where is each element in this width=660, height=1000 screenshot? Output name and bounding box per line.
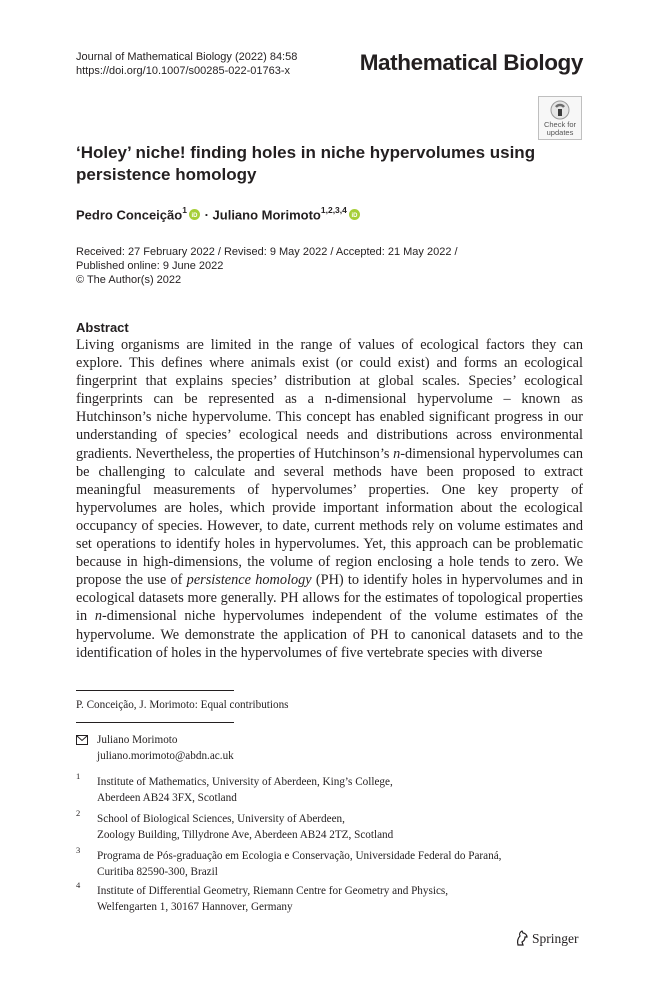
abstract-italic: n — [94, 608, 103, 625]
abstract-text: (PH) to identify holes in hypervolumes and in ecological datasets more generally. PH allows for the estimates of topological properties in — [76, 572, 584, 625]
author-name[interactable]: Pedro Conceição — [76, 207, 183, 223]
abstract-text: -dimensional hypervolumes can be challenging to calculate and several methods have been proposed to extract meaningful measurements of hypervolumes’ properties. One key property of hypervolumes are holes, which provide important information about the ecological occupancy of species. However, to date, current methods rely on volume estimates and set operations to identify holes in hypervolumes. Yet, this approach can be problematic because in high-dimensions, the volume of region enclosing a hole tends to zero. We propose the use of — [76, 445, 583, 589]
publisher-logo — [515, 930, 579, 947]
envelope-icon — [76, 735, 88, 745]
author-separator: · — [204, 207, 209, 223]
affiliation-line: Institute of Mathematics, University of Aberdeen, King’s College, — [97, 776, 393, 788]
affiliation-line: Zoology Building, Tillydrone Ave, Aberdeen AB24 2TZ, Scotland — [97, 829, 394, 841]
affiliation-number: 4 — [76, 880, 81, 890]
springer-horse-icon — [515, 930, 529, 946]
correspondence-email[interactable]: juliano.morimoto@abdn.ac.uk — [97, 750, 234, 762]
svg-text:iD: iD — [351, 213, 358, 220]
correspondence-author — [97, 732, 234, 764]
abstract-italic: persistence homology — [186, 572, 312, 589]
copyright-line: © The Author(s) 2022 — [76, 274, 182, 286]
author-list — [76, 206, 361, 222]
affiliation-entry — [97, 848, 501, 880]
abstract-text: -dimensional niche hypervolumes independent of the volume estimates of the hypervolume. We demonstrate the application of PH to canonical datasets and to the identification of holes in the hypervolumes of five vertebrate species with diverse — [76, 608, 584, 661]
affiliation-line: Welfengarten 1, 30167 Hannover, Germany — [97, 901, 293, 913]
equal-contribution-note: P. Conceição, J. Morimoto: Equal contributions — [76, 699, 289, 711]
dates-line: Published online: 9 June 2022 — [76, 260, 224, 272]
abstract-italic: n — [393, 445, 401, 462]
affiliation-line: Institute of Differential Geometry, Riemann Centre for Geometry and Physics, — [97, 885, 449, 897]
footnote-divider — [76, 722, 234, 723]
crossmark-badge[interactable] — [538, 96, 582, 140]
author-name[interactable]: Juliano Morimoto — [212, 207, 321, 223]
doi-link[interactable]: https://doi.org/10.1007/s00285-022-01763-x — [76, 65, 291, 77]
orcid-icon[interactable] — [189, 209, 200, 220]
article-title: ‘Holey’ niche! finding holes in niche hypervolumes using persistence homology — [76, 143, 536, 184]
author-affiliation-marks: 1,2,3,4 — [320, 205, 347, 215]
publisher-name: Springer — [532, 931, 579, 946]
affiliation-number: 2 — [76, 808, 81, 818]
affiliation-entry — [97, 774, 393, 806]
abstract-text: Living organisms are limited in the range of values of ecological factors they can explore. This defines where animals exist (or could exist) and forms an ecological fingerprint that explains species’ distribution at global scales. Species’ ecological fingerprints can be represented as a n-dimensional hypervolume – known as Hutchinson’s niche hypervolume. This concept has enabled significant progress in our understanding of species’ ecological needs and distributions across environmental gradients. Nevertheless, the properties of Hutchinson’s — [76, 337, 583, 462]
correspondence-name: Juliano Morimoto — [97, 734, 178, 746]
affiliation-entry — [97, 883, 448, 915]
affiliation-entry — [97, 811, 393, 843]
correspondence-envelope — [76, 732, 88, 750]
crossmark-label-line1: Check for — [543, 120, 577, 129]
publication-dates — [76, 245, 458, 287]
abstract-heading: Abstract — [76, 320, 129, 335]
crossmark-label-line2: updates — [546, 128, 574, 137]
journal-brand: Mathematical Biology — [359, 50, 583, 75]
author-affiliation-marks: 1 — [182, 205, 187, 215]
dates-line: Received: 27 February 2022 / Revised: 9 May 2022 / Accepted: 21 May 2022 / — [76, 246, 458, 258]
affiliation-line: Programa de Pós-graduação em Ecologia e Conservação, Universidade Federal do Paraná, — [97, 850, 502, 862]
affiliation-line: Aberdeen AB24 3FX, Scotland — [97, 792, 237, 804]
affiliation-line: Curitiba 82590-300, Brazil — [97, 866, 218, 878]
affiliation-number: 3 — [76, 845, 81, 855]
footnote-divider — [76, 690, 234, 691]
affiliation-number: 1 — [76, 771, 81, 781]
journal-citation: Journal of Mathematical Biology (2022) 84:58 — [76, 51, 298, 63]
svg-text:iD: iD — [191, 213, 198, 220]
crossmark-icon — [550, 100, 570, 120]
abstract-body — [76, 336, 583, 662]
orcid-icon[interactable] — [349, 209, 360, 220]
affiliation-line: School of Biological Sciences, University of Aberdeen, — [97, 813, 345, 825]
